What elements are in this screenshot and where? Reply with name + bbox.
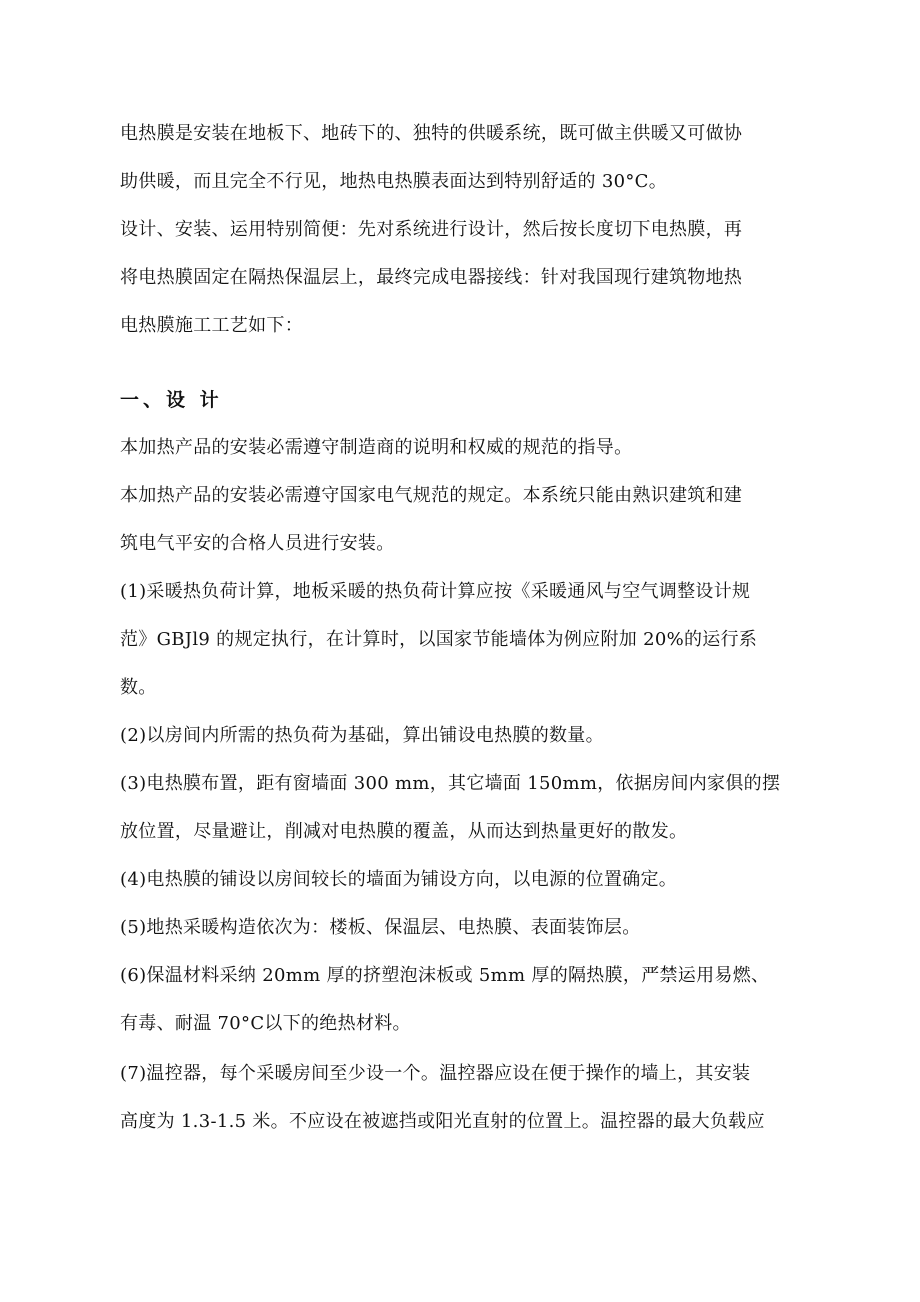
- intro-line: 助供暖，而且完全不行见，地热电热膜表面达到特别舒适的 30°C。: [120, 171, 667, 192]
- section-heading: 一、设 计: [120, 389, 223, 411]
- body-line: (4)电热膜的铺设以房间较长的墙面为铺设方向，以电源的位置确定。: [120, 869, 678, 890]
- body-line: (2)以房间内所需的热负荷为基础，算出铺设电热膜的数量。: [120, 725, 604, 746]
- body-line: 数。: [120, 677, 157, 698]
- body-line: (3)电热膜布置，距有窗墙面 300 mm，其它墙面 150mm，依据房间内家俱的摆: [120, 773, 781, 794]
- body-line: 有毒、耐温 70°C以下的绝热材料。: [120, 1013, 411, 1034]
- body-line: (7)温控器，每个采暖房间至少设一个。温控器应设在便于操作的墙上，其安装: [120, 1063, 751, 1084]
- intro-line: 将电热膜固定在隔热保温层上，最终完成电器接线：针对我国现行建筑物地热: [120, 267, 743, 288]
- body-line: (5)地热采暖构造依次为：楼板、保温层、电热膜、表面装饰层。: [120, 917, 641, 938]
- body-line: 放位置，尽量避让，削减对电热膜的覆盖，从而达到热量更好的散发。: [120, 821, 688, 842]
- body-line: 筑电气平安的合格人员进行安装。: [120, 533, 395, 554]
- body-line: 本加热产品的安装必需遵守国家电气规范的规定。本系统只能由熟识建筑和建: [120, 485, 743, 506]
- intro-line: 设计、安装、运用特别简便：先对系统进行设计，然后按长度切下电热膜，再: [120, 219, 743, 240]
- body-line: 范》GBJl9 的规定执行，在计算时，以国家节能墙体为例应附加 20%的运行系: [120, 629, 758, 650]
- body-line: (6)保温材料采纳 20mm 厚的挤塑泡沫板或 5mm 厚的隔热膜，严禁运用易燃、: [120, 965, 770, 986]
- body-line: (1)采暖热负荷计算，地板采暖的热负荷计算应按《采暖通风与空气调整设计规: [120, 581, 751, 602]
- body-line: 本加热产品的安装必需遵守制造商的说明和权威的规范的指导。: [120, 437, 633, 458]
- intro-line: 电热膜是安装在地板下、地砖下的、独特的供暖系统，既可做主供暖又可做协: [120, 123, 743, 144]
- intro-line: 电热膜施工工艺如下：: [120, 315, 303, 336]
- body-line: 高度为 1.3-1.5 米。不应设在被遮挡或阳光直射的位置上。温控器的最大负载应: [120, 1111, 765, 1132]
